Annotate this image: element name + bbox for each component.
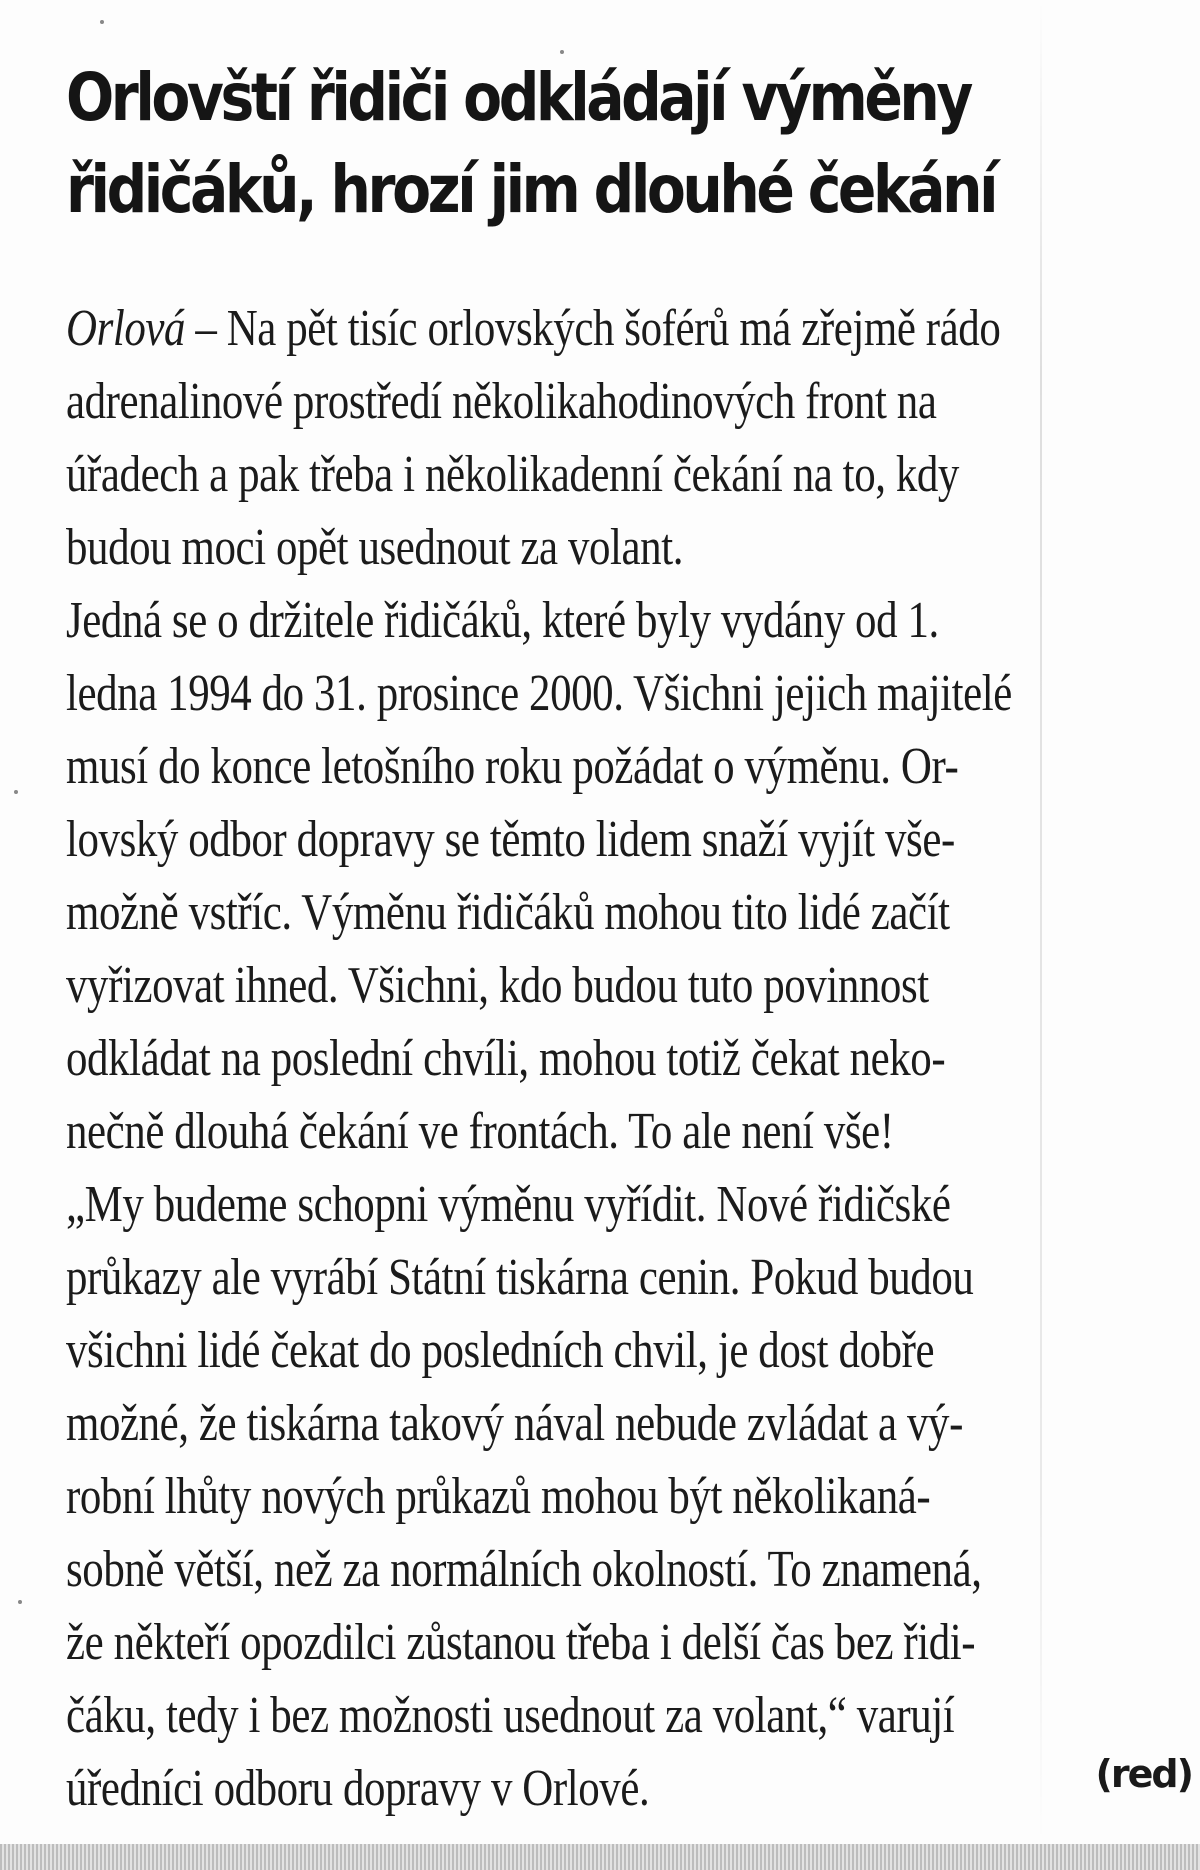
article-line: odkládat na poslední chvíli, mohou totiž čekat neko- (66, 1030, 946, 1087)
scan-fold-line (1040, 0, 1042, 1844)
article-line: vyřizovat ihned. Všichni, kdo budou tuto povinnost (66, 957, 929, 1014)
article-line: všichni lidé čekat do posledních chvil, je dost dobře (66, 1322, 935, 1379)
article-line: ledna 1994 do 31. prosince 2000. Všichni jejich majitelé (66, 665, 1012, 722)
article-headline (66, 52, 996, 236)
article-line: možné, že tiskárna takový nával nebude zvládat a vý- (66, 1395, 963, 1452)
article-line: úředníci odboru dopravy v Orlové. (66, 1760, 650, 1817)
scan-speck (18, 1600, 22, 1604)
article-line: „My budeme schopni výměnu vyřídit. Nové řidičské (66, 1176, 951, 1233)
article-line: nečně dlouhá čekání ve frontách. To ale není vše! (66, 1103, 894, 1160)
article-line: budou moci opět usednout za volant. (66, 519, 684, 576)
scan-speck (100, 20, 104, 24)
headline-line: řidičáků, hrozí jim dlouhé čekání (66, 151, 996, 228)
article-line: že někteří opozdilci zůstanou třeba i delší čas bez řidi- (66, 1614, 976, 1671)
bottom-halftone-rule (0, 1844, 1200, 1870)
article-line: Jedná se o držitele řidičáků, které byly vydány od 1. (66, 592, 939, 649)
article-body (66, 292, 1200, 1825)
scan-speck (14, 790, 18, 794)
article-line (66, 292, 1002, 365)
article-line: lovský odbor dopravy se těmto lidem snaží vyjít vše- (66, 811, 955, 868)
author-signature: (red) (1095, 1752, 1192, 1796)
article-line: možně vstříc. Výměnu řidičáků mohou tito lidé začít (66, 884, 950, 941)
scan-speck (560, 50, 564, 54)
article-line: úřadech a pak třeba i několikadenní čekání na to, kdy (66, 446, 959, 503)
article-line-text: – Na pět tisíc orlovských šoférů má zřejmě rádo (185, 300, 1001, 357)
article-line: robní lhůty nových průkazů mohou být několikaná- (66, 1468, 931, 1525)
article-line: průkazy ale vyrábí Státní tiskárna cenin. Pokud budou (66, 1249, 974, 1306)
article-line: adrenalinové prostředí několikahodinových front na (66, 373, 937, 430)
article-line: sobně větší, než za normálních okolností. To znamená, (66, 1541, 982, 1598)
article-line: musí do konce letošního roku požádat o výměnu. Or- (66, 738, 959, 795)
dateline: Orlová (66, 300, 186, 357)
headline-line: Orlovští řidiči odkládají výměny (66, 59, 970, 136)
article-line: čáku, tedy i bez možnosti usednout za volant,“ varují (66, 1687, 955, 1744)
